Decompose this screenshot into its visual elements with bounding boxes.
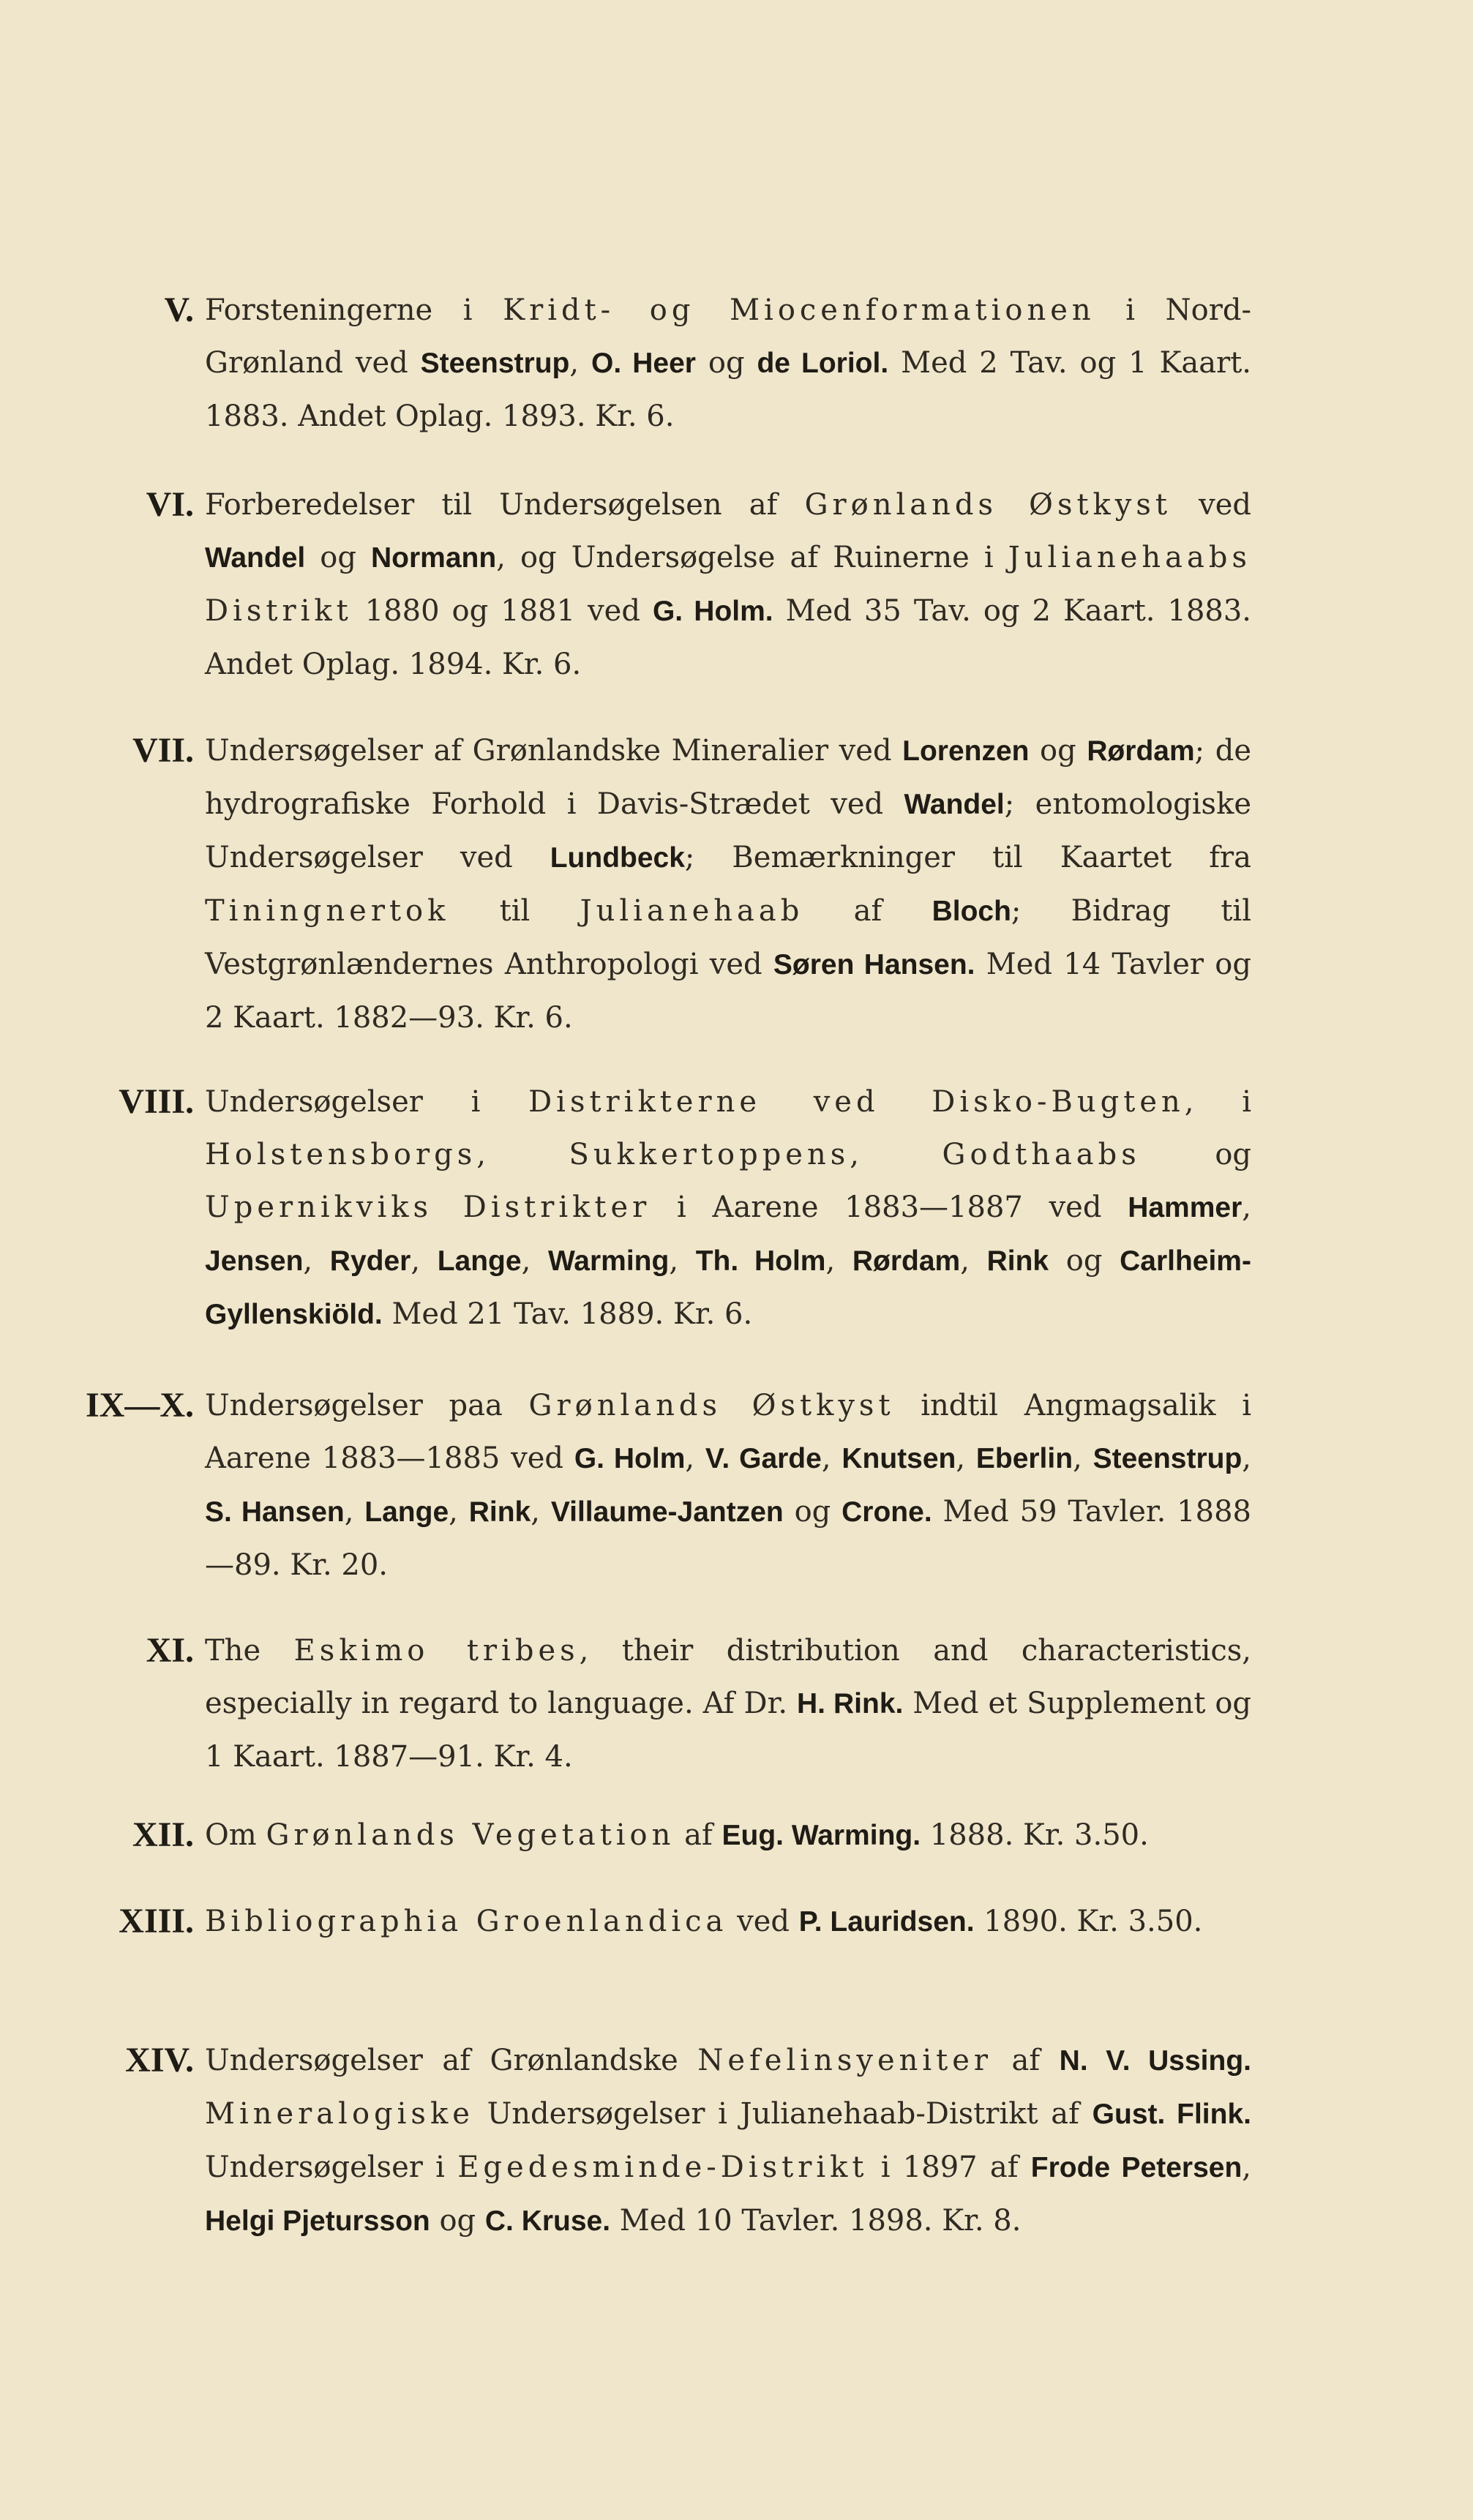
text-run: Om (205, 1818, 266, 1852)
text-run: , og Undersøgelse af Ruinerne i (496, 541, 1008, 574)
text-run: 1888. Kr. 3.50. (921, 1818, 1149, 1852)
entry-number: VI. (146, 485, 194, 524)
text-run: og (695, 346, 757, 380)
text-run: , (825, 1244, 852, 1278)
text-run: af (675, 1818, 722, 1852)
text-run: ved (1172, 488, 1252, 522)
author-name: Rørdam (1087, 735, 1195, 767)
text-run: Grønlands Østkyst (804, 488, 1172, 522)
author-name: Knutsen (842, 1443, 956, 1474)
entry-text (205, 724, 1251, 1044)
author-name: S. Hansen (205, 1496, 345, 1528)
text-run: Eskimo tribes (293, 1634, 580, 1668)
text-run: Undersøgelser i (205, 2150, 458, 2184)
text-run: Julianehaab (580, 894, 804, 928)
text-run: , (821, 1441, 842, 1475)
entry-text (205, 1895, 1251, 1949)
entry-text (205, 2034, 1251, 2248)
text-run: , (303, 1244, 330, 1278)
text-run: Mineralogiske (205, 2097, 474, 2131)
text-run: ; de hydrografiske Forhold i Davis-Strædet ved (205, 734, 1251, 821)
text-run: og (430, 2204, 485, 2238)
entry-text (205, 479, 1251, 691)
author-name: Lorenzen (902, 735, 1030, 767)
author-name: Hammer (1128, 1192, 1243, 1223)
author-name: Wandel (205, 542, 306, 574)
text-run: Undersøgelser af Grønlandske (205, 2044, 698, 2077)
author-name: Frode Petersen (1030, 2152, 1243, 2183)
author-name: Rink (986, 1245, 1049, 1277)
text-run: Forsteningerne i (205, 293, 503, 327)
entry-text (205, 284, 1251, 443)
entry-number: XIV. (125, 2041, 194, 2080)
text-run: Med 14 Tavler og 2 Kaart. 1882—93. Kr. 6. (205, 948, 1251, 1035)
author-name: Ryder (329, 1245, 411, 1277)
text-run: af (992, 2044, 1060, 2077)
author-name: Carlheim-Gyllenskiöld. (205, 1245, 1251, 1330)
text-run: The (205, 1634, 294, 1668)
author-name: G. Holm. (652, 596, 773, 627)
author-name: C. Kruse. (484, 2205, 611, 2237)
text-run: , (1242, 2150, 1252, 2184)
text-run: Undersøgelser i (205, 1085, 529, 1119)
text-run: Med 59 Tavler. 1888—89. Kr. 20. (205, 1495, 1251, 1582)
text-run: , (1242, 1190, 1251, 1224)
text-run: Forberedelser til Undersøgelsen af (205, 488, 805, 522)
text-run: og (305, 541, 372, 574)
entry-text (205, 1076, 1251, 1341)
text-run: 1890. Kr. 3.50. (974, 1905, 1203, 1938)
text-run: ; entomologiske Undersøgelser ved (205, 787, 1251, 874)
author-name: Rink (468, 1496, 531, 1528)
text-run: Nefelinsyeniter (697, 2044, 993, 2077)
author-name: Gust. Flink. (1092, 2099, 1251, 2130)
text-run: , (956, 1441, 976, 1475)
entry-text (205, 1809, 1251, 1862)
author-name: Th. Holm (695, 1245, 826, 1277)
text-run: Med 2 Tav. og 1 Kaart. 1883. Andet Oplag. 1893. Kr. 6. (205, 346, 1252, 433)
author-name: Steenstrup (420, 348, 570, 379)
text-run: , (569, 346, 591, 380)
text-run: , (685, 1441, 705, 1475)
author-name: Villaume-Jantzen (550, 1496, 784, 1528)
text-run: Egedesminde-Distrikt (457, 2150, 869, 2184)
author-name: Søren Hansen. (773, 949, 975, 980)
text-run: Undersøgelser i Julianehaab-Distrikt af (473, 2097, 1092, 2131)
text-run: , (449, 1495, 469, 1529)
text-run: Undersøgelser paa (205, 1389, 529, 1422)
author-name: P. Lauridsen. (798, 1906, 975, 1938)
author-name: Eberlin (975, 1443, 1073, 1474)
text-run: og (1140, 1138, 1252, 1171)
entry-number: IX—X. (85, 1386, 194, 1425)
text-run: , (344, 1495, 365, 1529)
entry-number: XII. (132, 1815, 194, 1854)
author-name: Warming (547, 1245, 670, 1277)
author-name: H. Rink. (796, 1688, 904, 1720)
text-run: Undersøgelser af Grønlandske Mineralier ved (205, 734, 903, 768)
text-run: , (669, 1244, 696, 1278)
author-name: Lange (437, 1245, 522, 1277)
text-run: , their distribution and characteristics, especially in regard to language. Af Dr. (205, 1634, 1251, 1720)
author-name: Steenstrup (1092, 1443, 1243, 1474)
author-name: O. Heer (591, 348, 696, 379)
text-run: ; Bemærkninger til Kaartet fra (684, 841, 1251, 874)
entry-text (205, 1624, 1251, 1783)
entry-number: VIII. (119, 1082, 194, 1121)
author-name: N. V. Ussing. (1059, 2045, 1251, 2077)
text-run: Julianehaabs Distrikt (205, 541, 1251, 628)
author-name: Rørdam (852, 1245, 961, 1277)
entry-number: V. (164, 290, 194, 329)
text-run: ved (727, 1905, 799, 1938)
author-name: Crone. (842, 1496, 932, 1528)
entry-number: XIII. (119, 1902, 194, 1940)
text-run: Distrikterne ved Disko-Bugten (528, 1085, 1185, 1119)
text-run: og (783, 1495, 842, 1529)
text-run: 1880 og 1881 ved (352, 594, 653, 628)
text-run: til (449, 894, 580, 928)
text-run: Med 35 Tav. og 2 Kaart. 1883. Andet Oplag. 1894. Kr. 6. (205, 594, 1252, 681)
text-run: ; Bidrag til Vestgrønlændernes Anthropologi ved (205, 894, 1251, 981)
text-run: Med et Supplement og 1 Kaart. 1887—91. Kr. 4. (205, 1687, 1252, 1774)
entry-text (205, 1379, 1251, 1591)
author-name: Bloch (932, 896, 1011, 927)
text-run: og (1049, 1244, 1120, 1278)
text-run: , (1073, 1441, 1093, 1475)
text-run: , (411, 1244, 438, 1278)
entry-number: XI. (146, 1631, 194, 1670)
text-run: Grønlands Østkyst (528, 1389, 895, 1422)
text-run: Holstensborgs, Sukkertoppens, Godthaabs (205, 1138, 1141, 1171)
text-run: indtil Angmagsalik i Aarene 1883—1885 ved (205, 1389, 1252, 1475)
author-name: V. Garde (705, 1443, 822, 1474)
text-run: , (531, 1495, 551, 1529)
text-run: , (521, 1244, 548, 1278)
text-run: , (1242, 1441, 1251, 1475)
author-name: G. Holm (574, 1443, 686, 1474)
text-run: i Aarene 1883—1887 ved (651, 1190, 1128, 1224)
author-name: Lundbeck (550, 842, 685, 874)
text-run: Tiningnertok (205, 894, 450, 928)
author-name: Lange (364, 1496, 449, 1528)
author-name: Helgi Pjetursson (205, 2205, 430, 2237)
author-name: Wandel (904, 789, 1005, 820)
text-run: i 1897 af (868, 2150, 1031, 2184)
text-run: Kridt- og Miocenformationen (503, 293, 1095, 327)
text-run: Med 21 Tav. 1889. Kr. 6. (382, 1297, 753, 1331)
author-name: Normann (371, 542, 497, 574)
text-run: i Nord-Grønland ved (205, 293, 1251, 380)
text-run: af (803, 894, 932, 928)
author-name: Eug. Warming. (721, 1820, 921, 1851)
text-run: Med 10 Tavler. 1898. Kr. 8. (610, 2204, 1022, 2238)
text-run: , (960, 1244, 987, 1278)
text-run: , i (1184, 1085, 1251, 1119)
text-run: Grønlands Vegetation (266, 1818, 675, 1852)
text-run: Upernikviks Distrikter (205, 1190, 651, 1224)
text-run: og (1029, 734, 1087, 768)
entry-number: VII. (132, 731, 194, 770)
author-name: de Loriol. (757, 348, 889, 379)
text-run: Bibliographia Groenlandica (205, 1905, 728, 1938)
author-name: Jensen (205, 1245, 304, 1277)
